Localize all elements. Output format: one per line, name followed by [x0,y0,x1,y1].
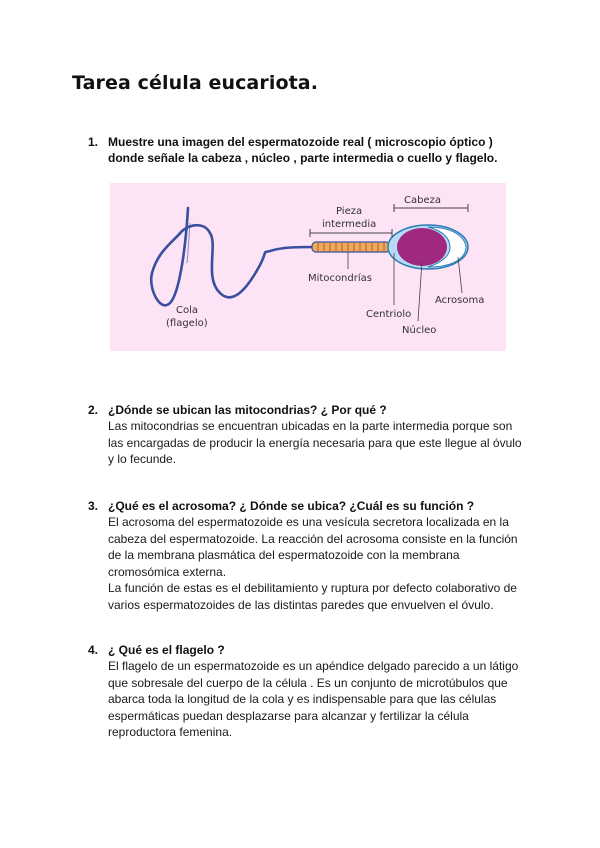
question-number: 3. [88,499,99,513]
question-4 [88,642,528,741]
page-title: Tarea célula eucariota. [72,72,319,94]
label-pieza: Pieza [336,206,363,217]
answer-paragraph: El acrosoma del espermatozoide es una vesícula secretora localizada en la cabeza del espermatozoide. La reacción del acrosoma consiste en la función de la membrana plasmática del espermatozoide con la membrana cromosómica externa. [108,515,518,579]
question-3 [88,498,528,613]
label-nucleo: Núcleo [402,325,437,336]
answer [108,514,528,613]
answer [108,658,528,741]
question-heading: ¿Dónde se ubican las mitocondrias? ¿ Por qué ? [108,403,387,417]
answer [108,418,528,468]
label-flagelo: (flagelo) [166,318,208,329]
label-cola: Cola [176,305,199,316]
question-number: 1. [88,135,99,149]
label-centriolo: Centriolo [366,309,412,320]
question-heading: ¿ Qué es el flagelo ? [108,643,225,657]
label-mitocondrias: Mitocondrías [308,273,372,284]
label-intermedia: intermedia [322,219,377,230]
flagellum-tail [151,208,314,305]
label-acrosoma: Acrosoma [435,295,485,306]
sperm-illustration [110,183,506,351]
answer-paragraph: La función de estas es el debilitamiento y ruptura por defecto colaborativo de varios espermatozoides de las distintas paredes que envuelven el óvulo. [108,581,517,612]
question-number: 4. [88,643,99,657]
answer-paragraph: El flagelo de un espermatozoide es un apéndice delgado parecido a un látigo que sobresale del cuerpo de la célula . Es un conjunto de microtúbulos que abarca toda la longitud de la cola y es indispensable para que las células espermáticas puedan desplazarse para alcanzar y fertilizar la célula reproductora femenina. [108,659,519,739]
label-cabeza: Cabeza [404,195,441,206]
question-heading: ¿Qué es el acrosoma? ¿ Dónde se ubica? ¿Cuál es su función ? [108,499,475,513]
sperm-diagram [110,183,506,351]
question-2 [88,402,528,468]
question-heading: Muestre una imagen del espermatozoide real ( microscopio óptico ) donde señale la cabeza , núcleo , parte intermedia o cuello y flagelo. [108,135,498,165]
nucleus [397,228,447,266]
question-1 [88,134,528,166]
question-number: 2. [88,403,99,417]
answer-paragraph: Las mitocondrias se encuentran ubicadas en la parte intermedia porque son las encargadas de producir la energía necesaria para que este llegue al óvulo y lo fecunde. [108,419,522,466]
midpiece-bracket [310,229,392,237]
